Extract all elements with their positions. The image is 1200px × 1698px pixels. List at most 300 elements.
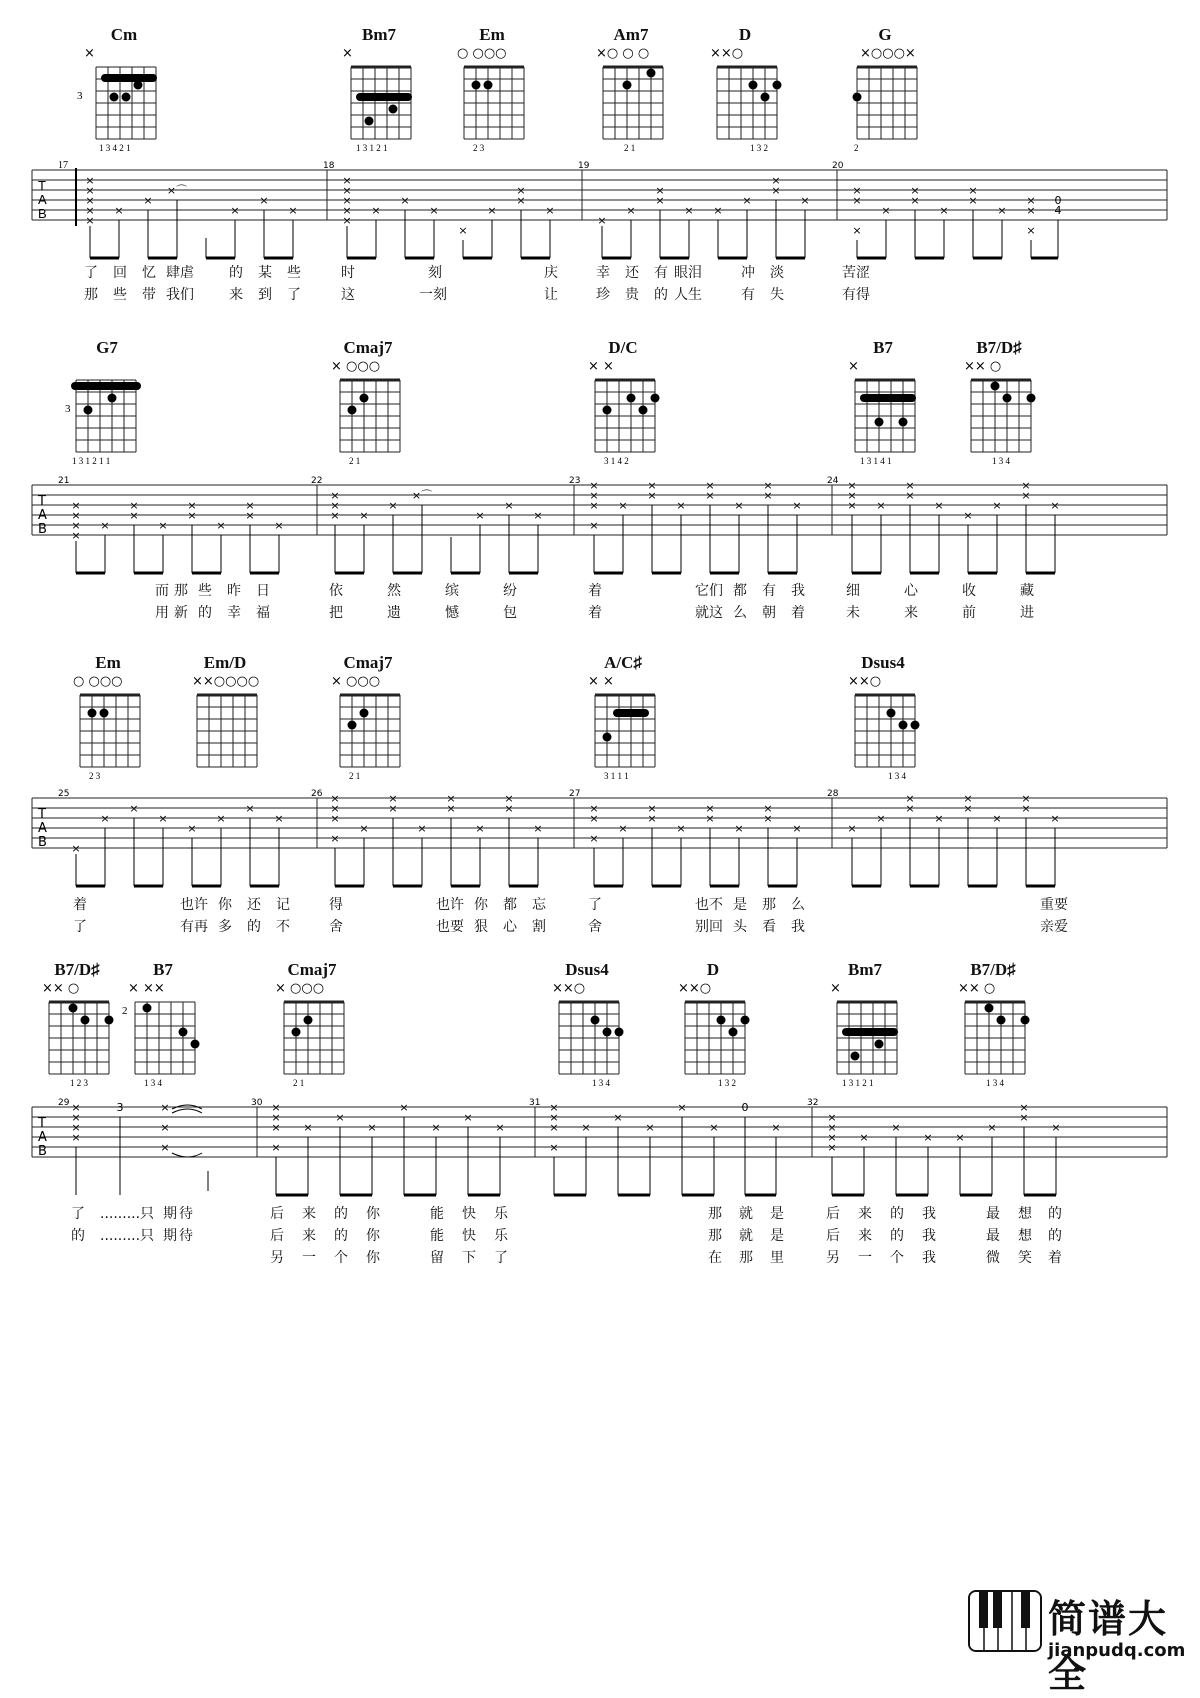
svg-text:B: B xyxy=(38,835,47,850)
chord-grid xyxy=(820,982,910,1112)
svg-text:×: × xyxy=(271,1141,281,1154)
chord-grid xyxy=(323,360,413,490)
svg-text:×⌒: ×⌒ xyxy=(166,184,188,197)
svg-text:×: × xyxy=(85,204,95,217)
svg-text:×: × xyxy=(359,509,369,522)
measure-number: 32 xyxy=(807,1098,819,1108)
lyrics-line-1: 了 .........只 期 待 后 来 的 你 能 快 乐 那 就 是 后 来 的 我 最 想 的 xyxy=(71,1206,1062,1222)
chord-grid xyxy=(578,360,668,490)
svg-text:×: × xyxy=(245,499,255,512)
svg-text:×: × xyxy=(792,822,802,835)
svg-text:×: × xyxy=(371,204,381,217)
svg-text:B: B xyxy=(38,1144,47,1159)
svg-text:×: × xyxy=(367,1121,377,1134)
svg-text:×: × xyxy=(968,184,978,197)
chord-grid xyxy=(267,982,357,1112)
svg-text:×: × xyxy=(847,499,857,512)
svg-text:×: × xyxy=(800,194,810,207)
svg-text:×: × xyxy=(545,204,555,217)
svg-text:×: × xyxy=(71,842,81,855)
svg-text:×: × xyxy=(100,812,110,825)
svg-text:×: × xyxy=(533,822,543,835)
svg-text:×: × xyxy=(271,1121,281,1134)
svg-text:×: × xyxy=(71,499,81,512)
svg-text:×: × xyxy=(549,1101,559,1114)
chord-grid xyxy=(668,982,758,1112)
svg-text:1 3 2: 1 3 2 xyxy=(718,1078,736,1088)
svg-text:×: × xyxy=(847,479,857,492)
svg-text:×: × xyxy=(647,802,657,815)
svg-text:T: T xyxy=(38,178,46,193)
svg-text:×: × xyxy=(330,792,340,805)
svg-text:1 3 4: 1 3 4 xyxy=(888,771,906,781)
tab-notes xyxy=(85,174,1035,237)
svg-text:×: × xyxy=(259,194,269,207)
chord-name: Cmaj7 xyxy=(343,338,393,357)
svg-text:×: × xyxy=(71,519,81,532)
svg-text:A: A xyxy=(38,508,47,523)
chord-name: Cm xyxy=(110,25,138,44)
svg-text:× ×: × × xyxy=(588,674,614,689)
svg-text:×: × xyxy=(85,174,95,187)
svg-text:1 3 4: 1 3 4 xyxy=(986,1078,1004,1088)
chord-grid xyxy=(323,675,413,805)
svg-text:×: × xyxy=(827,1131,837,1144)
chord-name: D xyxy=(738,25,752,44)
chord-name: B7/D♯ xyxy=(976,338,1022,357)
measure-number: 26 xyxy=(311,789,323,799)
svg-text:A: A xyxy=(38,821,47,836)
chord-name: D/C xyxy=(608,338,638,357)
measure-number: 30 xyxy=(251,1098,263,1108)
svg-text:×: × xyxy=(475,822,485,835)
svg-text:×: × xyxy=(516,184,526,197)
svg-text:×: × xyxy=(158,519,168,532)
svg-text:×: × xyxy=(763,802,773,815)
svg-text:×: × xyxy=(417,822,427,835)
svg-text:×: × xyxy=(709,1121,719,1134)
svg-text:×: × xyxy=(891,1121,901,1134)
chord-name: B7 xyxy=(873,338,893,357)
svg-text:×: × xyxy=(705,489,715,502)
svg-text:× ○○○: × ○○○ xyxy=(331,674,381,689)
svg-text:×: × xyxy=(705,812,715,825)
svg-text:×: × xyxy=(792,499,802,512)
svg-text:×: × xyxy=(1019,1101,1029,1114)
svg-text:×: × xyxy=(852,194,862,207)
lyrics-line-2: 了 有再 多 的 不 舍 也要 狠 心 割 舍 别回 头 看 我 亲爱 xyxy=(73,919,1068,935)
svg-text:×: × xyxy=(848,359,859,374)
svg-text:×: × xyxy=(827,1141,837,1154)
svg-text:×: × xyxy=(429,204,439,217)
chord-name: A/C♯ xyxy=(604,653,642,672)
svg-text:×: × xyxy=(1050,499,1060,512)
svg-text:×: × xyxy=(987,1121,997,1134)
svg-text:×: × xyxy=(963,792,973,805)
svg-text:3 1 1 1: 3 1 1 1 xyxy=(604,771,629,781)
svg-text:○ ○○○: ○ ○○○ xyxy=(457,46,507,61)
svg-text:××○: ××○ xyxy=(552,981,586,996)
svg-text:×: × xyxy=(549,1141,559,1154)
svg-text:×: × xyxy=(187,499,197,512)
chord-grid xyxy=(118,982,208,1112)
svg-text:×: × xyxy=(330,489,340,502)
measure-number: 23 xyxy=(569,476,581,486)
chord-grid xyxy=(62,360,152,490)
svg-text:×⌒: ×⌒ xyxy=(411,489,433,502)
chord-grid xyxy=(948,982,1038,1112)
svg-text:×: × xyxy=(274,519,284,532)
measure-number: 18 xyxy=(323,161,335,171)
svg-text:×: × xyxy=(847,822,857,835)
svg-text:×: × xyxy=(847,489,857,502)
chord-name: Cmaj7 xyxy=(287,960,337,979)
svg-text:×: × xyxy=(876,812,886,825)
svg-text:×: × xyxy=(955,1131,965,1144)
svg-text:×: × xyxy=(589,812,599,825)
measure-number: 22 xyxy=(311,476,323,486)
svg-text:× ××: × ×× xyxy=(128,981,165,996)
svg-text:×: × xyxy=(1021,792,1031,805)
chord-grid xyxy=(447,47,537,177)
svg-text:×: × xyxy=(905,802,915,815)
svg-text:×: × xyxy=(160,1121,170,1134)
svg-text:×: × xyxy=(160,1101,170,1114)
svg-text:×: × xyxy=(827,1121,837,1134)
svg-text:×: × xyxy=(160,1141,170,1154)
svg-text:×: × xyxy=(388,499,398,512)
svg-text:×: × xyxy=(647,812,657,825)
svg-text:×: × xyxy=(129,509,139,522)
svg-text:○ ○○○: ○ ○○○ xyxy=(73,674,123,689)
svg-text:×: × xyxy=(589,479,599,492)
svg-text:×: × xyxy=(645,1121,655,1134)
svg-text:×: × xyxy=(330,499,340,512)
svg-text:1 3 4: 1 3 4 xyxy=(144,1078,162,1088)
measure-number: 31 xyxy=(529,1098,541,1108)
lyrics-line-1: 而 那 些 昨 日 依 然 缤 纷 着 它们 都 有 我 细 心 收 藏 xyxy=(155,583,1034,599)
svg-text:3: 3 xyxy=(77,90,83,102)
svg-text:×: × xyxy=(934,812,944,825)
tab-fret-number: 4 xyxy=(1054,204,1062,217)
tab-fret-number: 0 xyxy=(741,1101,749,1114)
svg-text:×: × xyxy=(84,46,95,61)
svg-text:×: × xyxy=(303,1121,313,1134)
svg-text:×: × xyxy=(71,1121,81,1134)
svg-text:×× ○: ×× ○ xyxy=(958,981,996,996)
svg-text:×: × xyxy=(734,822,744,835)
chord-name: B7 xyxy=(153,960,173,979)
svg-text:×: × xyxy=(342,194,352,207)
chord-grid xyxy=(180,675,270,805)
svg-text:×× ○: ×× ○ xyxy=(42,981,80,996)
measure-number: 17 xyxy=(58,160,68,171)
measure-number: 21 xyxy=(58,476,70,486)
svg-text:×: × xyxy=(100,519,110,532)
svg-text:×: × xyxy=(1019,1111,1029,1124)
svg-text:×: × xyxy=(905,479,915,492)
svg-text:×: × xyxy=(613,1111,623,1124)
svg-text:×: × xyxy=(85,194,95,207)
chord-name: Em xyxy=(95,653,121,672)
svg-text:1 3 4: 1 3 4 xyxy=(992,456,1010,466)
svg-text:2 1: 2 1 xyxy=(293,1078,305,1088)
svg-text:×: × xyxy=(881,204,891,217)
svg-text:×: × xyxy=(647,479,657,492)
svg-text:×: × xyxy=(589,832,599,845)
svg-text:×: × xyxy=(330,802,340,815)
svg-text:×: × xyxy=(533,509,543,522)
svg-text:×: × xyxy=(963,802,973,815)
svg-text:×: × xyxy=(446,802,456,815)
svg-text:T: T xyxy=(38,807,46,822)
chord-grid xyxy=(79,47,169,177)
svg-text:×: × xyxy=(388,792,398,805)
chord-name: Bm7 xyxy=(362,25,396,44)
svg-text:×: × xyxy=(655,184,665,197)
svg-text:1 3 1 2 1: 1 3 1 2 1 xyxy=(842,1078,874,1088)
svg-text:2: 2 xyxy=(854,143,859,153)
chord-name: Em/D xyxy=(203,653,247,672)
svg-text:×: × xyxy=(1021,489,1031,502)
svg-text:×: × xyxy=(852,184,862,197)
svg-text:×: × xyxy=(742,194,752,207)
svg-text:×: × xyxy=(939,204,949,217)
svg-text:×: × xyxy=(763,812,773,825)
svg-text:×: × xyxy=(705,802,715,815)
measure-number: 24 xyxy=(827,476,839,486)
svg-text:× ×: × × xyxy=(588,359,614,374)
svg-text:A: A xyxy=(38,192,47,207)
svg-text:×: × xyxy=(647,489,657,502)
svg-text:×: × xyxy=(487,204,497,217)
svg-text:×: × xyxy=(158,812,168,825)
svg-text:A: A xyxy=(38,1130,47,1145)
svg-text:×: × xyxy=(330,812,340,825)
logo-url[interactable]: jianpudq.com xyxy=(1048,1640,1186,1661)
svg-text:×: × xyxy=(1026,194,1036,207)
system-2 xyxy=(0,333,1200,633)
chord-grid xyxy=(586,47,676,177)
svg-text:×: × xyxy=(400,194,410,207)
measure-number: 20 xyxy=(832,161,844,171)
svg-text:×: × xyxy=(910,194,920,207)
chord-grid xyxy=(542,982,632,1112)
svg-text:×× ○: ×× ○ xyxy=(964,359,1002,374)
svg-text:××○○○○: ××○○○○ xyxy=(192,674,260,689)
svg-text:×: × xyxy=(905,792,915,805)
svg-text:×: × xyxy=(676,499,686,512)
svg-text:×: × xyxy=(71,1101,81,1114)
tab-staff xyxy=(32,789,1167,855)
svg-text:× ○○○: × ○○○ xyxy=(331,359,381,374)
svg-text:×: × xyxy=(597,214,607,227)
measure-number: 19 xyxy=(578,161,590,171)
svg-text:×: × xyxy=(245,802,255,815)
svg-text:×: × xyxy=(968,194,978,207)
svg-text:×○ ○ ○: ×○ ○ ○ xyxy=(596,46,650,61)
svg-text:1 3 1 2 1: 1 3 1 2 1 xyxy=(356,143,388,153)
svg-text:×: × xyxy=(827,1111,837,1124)
svg-text:×: × xyxy=(1051,1121,1061,1134)
svg-text:×: × xyxy=(359,822,369,835)
svg-text:×: × xyxy=(143,194,153,207)
tab-notes xyxy=(71,792,1059,855)
svg-text:B: B xyxy=(38,522,47,537)
svg-text:×: × xyxy=(771,1121,781,1134)
svg-text:2 1: 2 1 xyxy=(349,456,361,466)
svg-text:2 1: 2 1 xyxy=(624,143,636,153)
svg-text:×: × xyxy=(245,509,255,522)
svg-text:×: × xyxy=(274,812,284,825)
chord-name: D xyxy=(706,960,720,979)
svg-text:1 3 1 2 1 1: 1 3 1 2 1 1 xyxy=(72,456,111,466)
svg-text:3 1 4 2: 3 1 4 2 xyxy=(604,456,629,466)
svg-text:×: × xyxy=(342,46,353,61)
svg-text:×: × xyxy=(997,204,1007,217)
svg-text:×: × xyxy=(71,509,81,522)
chord-grid xyxy=(954,360,1044,490)
svg-text:×: × xyxy=(1021,479,1031,492)
svg-text:×: × xyxy=(626,204,636,217)
svg-text:×: × xyxy=(589,519,599,532)
svg-text:×: × xyxy=(655,194,665,207)
svg-text:×: × xyxy=(504,499,514,512)
svg-text:×: × xyxy=(388,802,398,815)
tab-fret-number: 3 xyxy=(116,1101,124,1114)
svg-text:××○: ××○ xyxy=(710,46,744,61)
chord-grid xyxy=(838,675,928,805)
svg-text:×: × xyxy=(342,184,352,197)
svg-text:×: × xyxy=(271,1111,281,1124)
svg-text:××○: ××○ xyxy=(678,981,712,996)
piano-keys-icon xyxy=(968,1590,1042,1652)
chord-name: Bm7 xyxy=(848,960,882,979)
svg-text:×: × xyxy=(589,802,599,815)
measure-number: 25 xyxy=(58,789,70,799)
chord-grid xyxy=(63,675,153,805)
svg-text:×: × xyxy=(1021,802,1031,815)
svg-text:×: × xyxy=(504,802,514,815)
chord-grid xyxy=(840,47,930,177)
svg-text:×: × xyxy=(763,479,773,492)
tab-fret-number: 0 xyxy=(1054,194,1062,207)
lyrics-line-2: 那 些 带 我们 来 到 了 这 一刻 让 珍 贵 的 人生 有 失 有得 xyxy=(84,287,870,303)
svg-text:×: × xyxy=(549,1121,559,1134)
svg-text:×: × xyxy=(342,214,352,227)
svg-text:×: × xyxy=(618,822,628,835)
svg-text:× ○○○: × ○○○ xyxy=(275,981,325,996)
lyrics-line-2: 的 .........只 期 待 后 来 的 你 能 快 乐 那 就 是 后 来 的 我 最 想 的 xyxy=(71,1228,1062,1244)
svg-text:×: × xyxy=(288,204,298,217)
svg-text:×: × xyxy=(71,1131,81,1144)
lyrics-line-3: 另 一 个 你 留 下 了 在 那 里 另 一 个 我 微 笑 着 xyxy=(270,1250,1062,1266)
svg-text:1 3 1 4 1: 1 3 1 4 1 xyxy=(860,456,892,466)
svg-text:×: × xyxy=(458,224,468,237)
svg-text:×: × xyxy=(129,499,139,512)
svg-text:×: × xyxy=(876,499,886,512)
svg-text:×: × xyxy=(463,1111,473,1124)
svg-text:×: × xyxy=(763,489,773,502)
svg-text:1 3 4: 1 3 4 xyxy=(592,1078,610,1088)
svg-text:2 3: 2 3 xyxy=(473,143,485,153)
svg-text:×: × xyxy=(495,1121,505,1134)
chord-name: Dsus4 xyxy=(861,653,905,672)
svg-text:×: × xyxy=(129,802,139,815)
chord-name: Em xyxy=(479,25,505,44)
svg-text:×: × xyxy=(992,812,1002,825)
svg-text:×: × xyxy=(85,184,95,197)
svg-text:×: × xyxy=(923,1131,933,1144)
svg-text:×: × xyxy=(342,174,352,187)
measure-number: 27 xyxy=(569,789,581,799)
svg-text:×: × xyxy=(230,204,240,217)
svg-text:×: × xyxy=(910,184,920,197)
svg-text:×: × xyxy=(830,981,841,996)
chord-name: Am7 xyxy=(613,25,649,44)
svg-text:B: B xyxy=(38,206,47,221)
svg-text:×: × xyxy=(852,224,862,237)
svg-text:×: × xyxy=(905,489,915,502)
svg-text:×: × xyxy=(771,184,781,197)
site-logo xyxy=(968,1588,1188,1696)
chord-name: B7/D♯ xyxy=(970,960,1016,979)
lyrics-line-1: 着 也许 你 还 记 得 也许 你 都 忘 了 也不 是 那 么 重要 xyxy=(73,897,1068,913)
tab-staff xyxy=(32,160,1167,237)
svg-text:×: × xyxy=(734,499,744,512)
svg-text:×: × xyxy=(187,822,197,835)
svg-text:2 3: 2 3 xyxy=(89,771,101,781)
measure-number: 29 xyxy=(58,1098,70,1108)
svg-text:×: × xyxy=(475,509,485,522)
svg-text:×: × xyxy=(330,832,340,845)
svg-text:×: × xyxy=(684,204,694,217)
svg-text:×: × xyxy=(516,194,526,207)
chord-fingering: 1 3 4 2 1 xyxy=(99,143,131,153)
svg-text:×: × xyxy=(934,499,944,512)
svg-text:×: × xyxy=(71,1111,81,1124)
svg-text:×: × xyxy=(859,1131,869,1144)
system-1 xyxy=(0,20,1200,310)
tab-notes xyxy=(71,479,1059,542)
chord-name: G xyxy=(878,25,892,44)
svg-text:×: × xyxy=(618,499,628,512)
svg-text:2: 2 xyxy=(122,1005,128,1017)
svg-text:×: × xyxy=(504,792,514,805)
chord-name: Dsus4 xyxy=(565,960,609,979)
svg-text:×: × xyxy=(676,822,686,835)
lyrics-line-2: 用 新 的 幸 福 把 遗 憾 包 着 就这 么 朝 着 未 来 前 进 xyxy=(155,605,1034,621)
svg-text:×: × xyxy=(342,204,352,217)
svg-text:×: × xyxy=(431,1121,441,1134)
chord-name: B7/D♯ xyxy=(54,960,100,979)
chord-name: Cmaj7 xyxy=(343,653,393,672)
svg-text:×: × xyxy=(589,499,599,512)
svg-text:×: × xyxy=(216,812,226,825)
svg-text:×: × xyxy=(399,1101,409,1114)
svg-text:×: × xyxy=(992,499,1002,512)
lyrics-line-1: 了 回 忆 肆虐 的 某 些 时 刻 庆 幸 还 有 眼泪 冲 淡 苦涩 xyxy=(84,265,870,281)
svg-text:×: × xyxy=(271,1101,281,1114)
svg-text:1 2 3: 1 2 3 xyxy=(70,1078,88,1088)
svg-text:×: × xyxy=(713,204,723,217)
svg-text:×: × xyxy=(1026,224,1036,237)
system-4 xyxy=(0,955,1200,1295)
svg-text:×: × xyxy=(330,509,340,522)
chord-grid xyxy=(700,47,790,177)
svg-text:×: × xyxy=(771,174,781,187)
svg-text:3: 3 xyxy=(65,403,71,415)
